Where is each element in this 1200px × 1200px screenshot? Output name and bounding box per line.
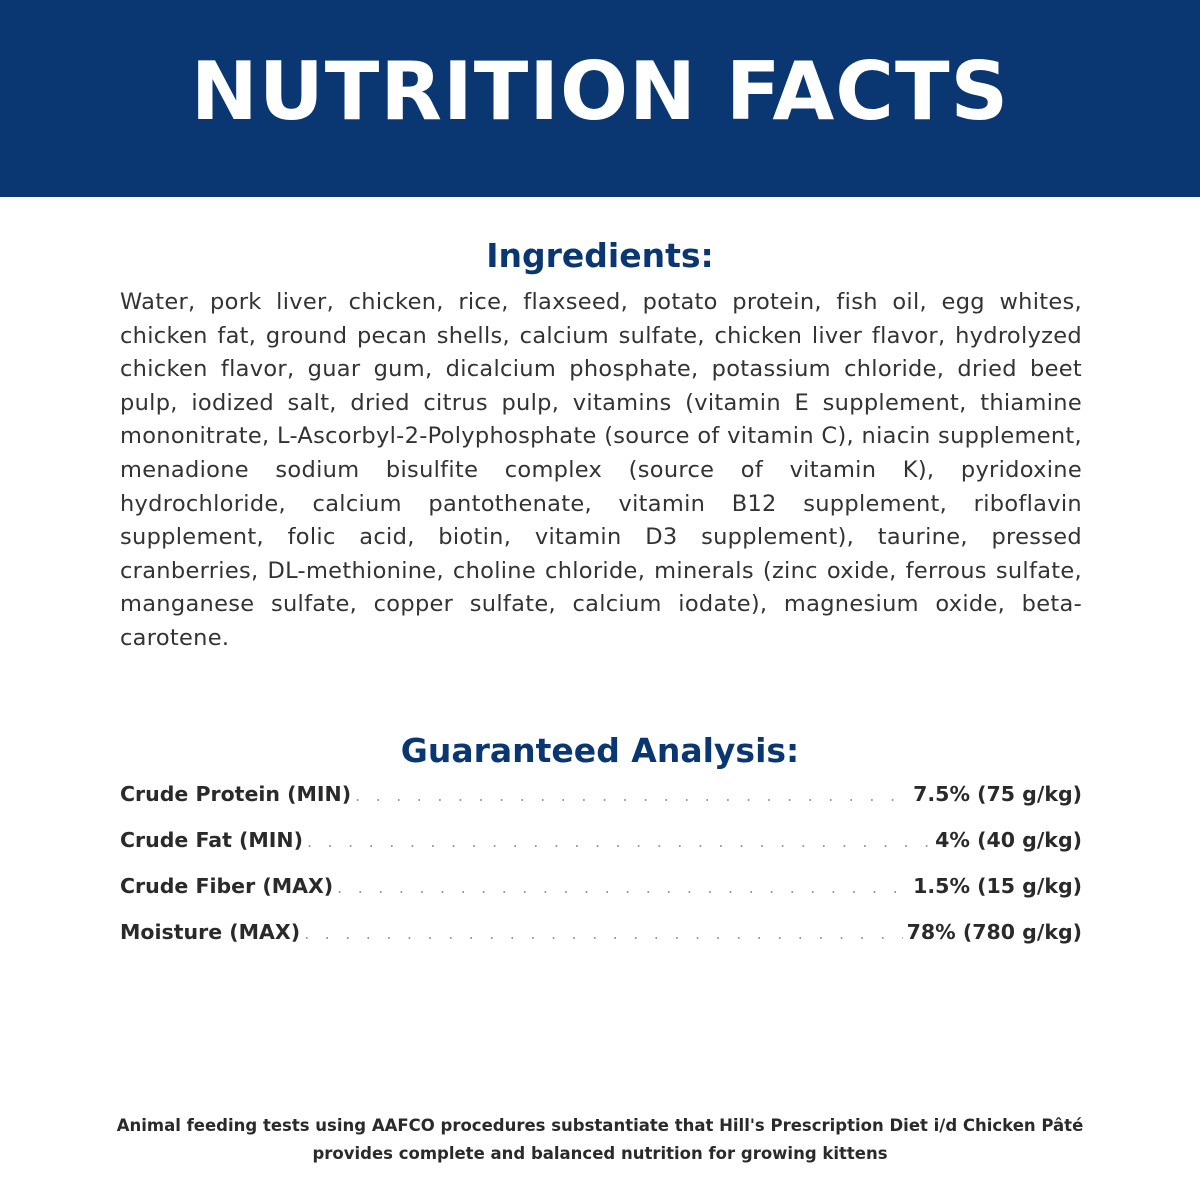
analysis-value: 7.5% (75 g/kg) [913,782,1082,806]
analysis-label: Crude Fiber (MAX) [120,874,334,898]
ingredients-heading: Ingredients: [486,236,714,275]
analysis-label: Crude Protein (MIN) [120,782,352,806]
dot-leader [337,878,909,897]
aafco-statement-line-1: Animal feeding tests using AAFCO procedures substantiate that Hill's Prescription Diet i/d Chicken Pâté [116,1116,1084,1135]
aafco-statement [100,1112,1100,1168]
analysis-row-crude-fat [120,828,1082,874]
guaranteed-analysis-heading: Guaranteed Analysis: [400,731,800,770]
page-title: NUTRITION FACTS [190,44,1010,138]
analysis-label: Crude Fat (MIN) [120,828,303,852]
analysis-value: 1.5% (15 g/kg) [913,874,1082,898]
guaranteed-analysis-table [120,782,1082,966]
ingredients-list-text: Water, pork liver, chicken, rice, flaxseed, potato protein, fish oil, egg whites, chicken fat, ground pecan shells, calcium sulfate, chicken liver flavor, hydrolyzed chicken flavor, guar gum, dicalcium phosphate, potassium chloride, dried beet pulp, iodized salt, dried citrus pulp, vitamins (vitamin E supplement, thiamine mononitrate, L-Ascorbyl-2-Polyphosphate (source of vitamin C), niacin supplement, menadione sodium bisulfite complex (source of vitamin K), pyridoxine hydrochloride, calcium pantothenate, vitamin B12 supplement, riboflavin supplement, folic acid, biotin, vitamin D3 supplement), taurine, pressed cranberries, DL-methionine, choline chloride, minerals (zinc oxide, ferrous sulfate, manganese sulfate, copper sulfate, calcium iodate), magnesium oxide, beta-carotene. [120,289,1082,651]
analysis-row-crude-protein [120,782,1082,828]
analysis-row-moisture [120,920,1082,966]
dot-leader [304,924,903,943]
analysis-label: Moisture (MAX) [120,920,301,944]
analysis-value: 78% (780 g/kg) [906,920,1082,944]
dot-leader [355,786,909,805]
header-banner [0,0,1200,197]
dot-leader [307,832,931,851]
analysis-value: 4% (40 g/kg) [935,828,1082,852]
aafco-statement-line-2: provides complete and balanced nutrition for growing kittens [312,1144,888,1163]
analysis-row-crude-fiber [120,874,1082,920]
